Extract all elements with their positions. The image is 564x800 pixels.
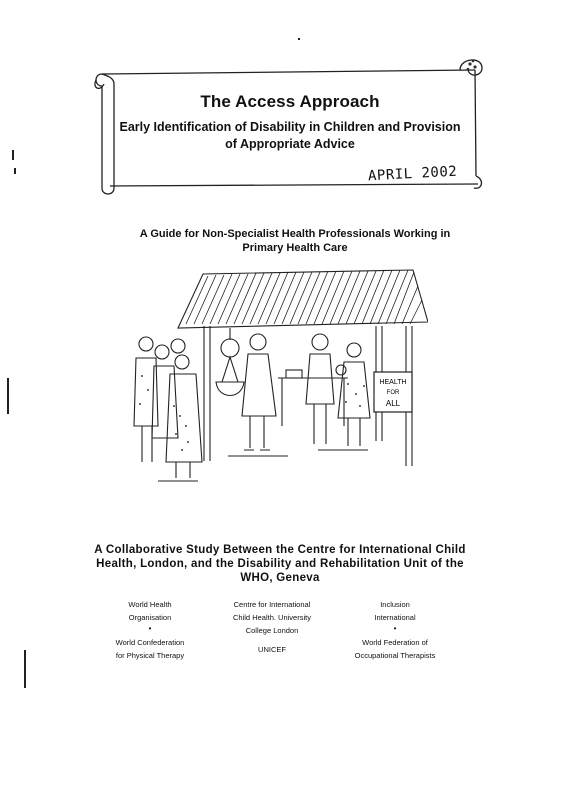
bullet-dot: •: [393, 624, 397, 633]
org-wcpt-line-1: World Confederation: [115, 638, 185, 647]
scan-mark: [24, 650, 26, 688]
guide-line-2: Primary Health Care: [242, 242, 348, 254]
clinic-illustration: [128, 266, 428, 496]
guide-heading: [120, 227, 470, 255]
guide-line-1: A Guide for Non-Specialist Health Professionals Working in: [139, 228, 451, 240]
org-wfot-line-1: World Federation of: [362, 638, 428, 647]
org-cich: [212, 598, 332, 637]
collab-line-1: A Collaborative Study Between the Centre for International Child: [94, 544, 466, 556]
document-title: The Access Approach: [200, 92, 380, 111]
subtitle-line-1: Early Identification of Disability in Children and Provision: [119, 120, 461, 134]
scan-mark: [12, 150, 14, 160]
health-for-all-sign: [374, 372, 412, 412]
scan-mark: [14, 168, 16, 174]
org-wfot: [335, 636, 455, 662]
org-cich-line-2: Child Health. University: [233, 613, 311, 622]
org-inclusion: [340, 598, 450, 624]
org-who: [100, 598, 200, 624]
org-wcpt: [95, 636, 205, 662]
org-who-line-1: World Health: [128, 600, 172, 609]
org-unicef: UNICEF: [258, 645, 286, 654]
org-cich-line-1: Centre for International: [233, 600, 311, 609]
org-wcpt-line-2: for Physical Therapy: [115, 651, 185, 660]
collab-line-3: WHO, Geneva: [240, 572, 320, 584]
subtitle-line-2: of Appropriate Advice: [225, 137, 355, 151]
sign-line-1: HEALTH: [379, 379, 407, 386]
org-wfot-line-2: Occupational Therapists: [354, 651, 436, 660]
scan-mark: [7, 378, 9, 414]
bullet-dot: •: [148, 624, 152, 633]
collaboration-statement: [90, 543, 470, 585]
sign-line-3: ALL: [385, 399, 401, 408]
org-who-line-2: Organisation: [128, 613, 172, 622]
org-cich-line-3: College London: [245, 626, 299, 635]
org-inclusion-line-1: Inclusion: [380, 600, 410, 609]
sign-line-2: FOR: [386, 390, 400, 396]
document-subtitle: [110, 119, 470, 153]
collab-line-2: Health, London, and the Disability and Rehabilitation Unit of the: [96, 558, 464, 570]
scan-mark: [298, 38, 300, 40]
handwritten-date: APRIL 2002: [367, 163, 458, 185]
org-inclusion-line-2: International: [374, 613, 416, 622]
